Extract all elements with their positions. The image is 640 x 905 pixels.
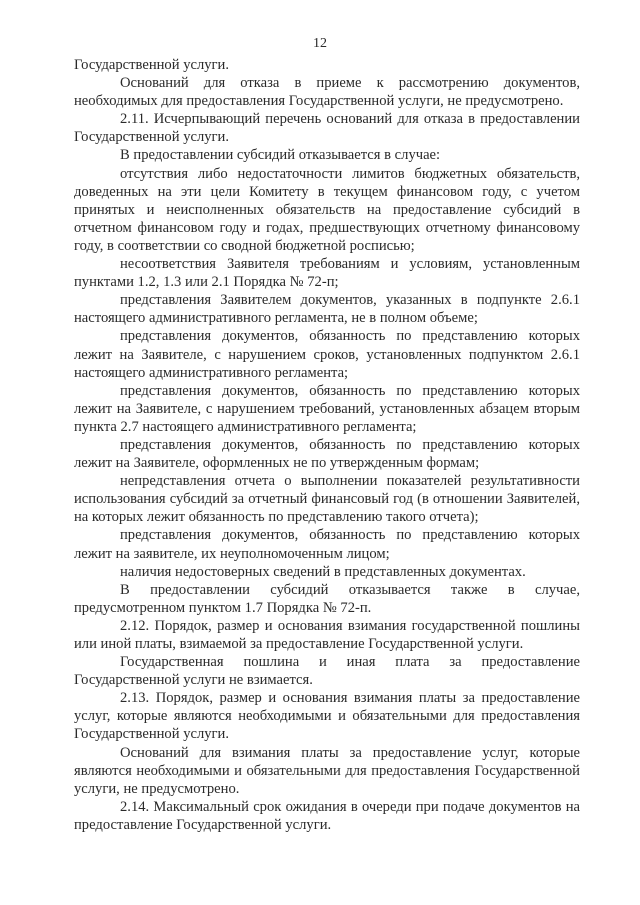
paragraph: 2.11. Исчерпывающий перечень оснований для отказа в предоставлении Государственной услуги. xyxy=(74,111,580,146)
paragraph: непредставления отчета о выполнении показателей результативности использования субсидий за отчетный финансовый год (в отношении Заявителей, на которых лежит обязанность по представлению такого отчета); xyxy=(74,473,580,526)
page-number: 12 xyxy=(313,36,327,51)
paragraph: представления документов, обязанность по представлению которых лежит на заявителе, их неуполномоченным лицом; xyxy=(74,527,580,562)
paragraph: Оснований для взимания платы за предоставление услуг, которые являются необходимыми и обязательными для предоставления Государственной услуги, не предусмотрено. xyxy=(74,744,580,797)
paragraph: представления Заявителем документов, указанных в подпункте 2.6.1 настоящего административного регламента, не в полном объеме; xyxy=(74,292,580,327)
paragraph: представления документов, обязанность по представлению которых лежит на Заявителе, с нарушением сроков, установленных подпунктом 2.6.1 настоящего административного регламента; xyxy=(74,328,580,381)
paragraph: В предоставлении субсидий отказывается также в случае, предусмотренном пунктом 1.7 Порядка № 72-п. xyxy=(74,581,580,616)
paragraph: 2.12. Порядок, размер и основания взимания государственной пошлины или иной платы, взимаемой за предоставление Государственной услуги. xyxy=(74,617,580,652)
paragraph: отсутствия либо недостаточности лимитов бюджетных обязательств, доведенных на эти цели Комитету в текущем финансовом году, с учетом принятых и неисполненных обязательств на предоставление субсидий в отчетном финансовом году и годах, предшествующих отчетному финансовому году, в соответствии со сводной бюджетной росписью; xyxy=(74,165,580,254)
paragraph: наличия недостоверных сведений в представленных документах. xyxy=(120,563,526,580)
paragraph: Оснований для отказа в приеме к рассмотрению документов, необходимых для предоставления Государственной услуги, не предусмотрено. xyxy=(74,75,580,110)
paragraph: представления документов, обязанность по представлению которых лежит на Заявителе, с нарушением требований, установленных абзацем вторым пункта 2.7 настоящего административного регламента; xyxy=(74,382,580,435)
paragraph: несоответствия Заявителя требованиям и условиям, установленным пунктами 1.2, 1.3 или 2.1 Порядка № 72-п; xyxy=(74,256,580,291)
paragraph: В предоставлении субсидий отказывается в случае: xyxy=(120,147,441,164)
paragraph: 2.14. Максимальный срок ожидания в очереди при подаче документов на предоставление Государственной услуги. xyxy=(74,798,580,833)
document-body xyxy=(74,56,580,834)
paragraph: Государственная пошлина и иная плата за предоставление Государственной услуги не взимается. xyxy=(74,654,580,689)
paragraph: Государственной услуги. xyxy=(74,57,229,73)
paragraph: 2.13. Порядок, размер и основания взимания платы за предоставление услуг, которые являются необходимыми и обязательными для предоставления Государственной услуги. xyxy=(74,690,580,743)
paragraph: представления документов, обязанность по представлению которых лежит на Заявителе, оформленных не по утвержденным формам; xyxy=(74,436,580,472)
